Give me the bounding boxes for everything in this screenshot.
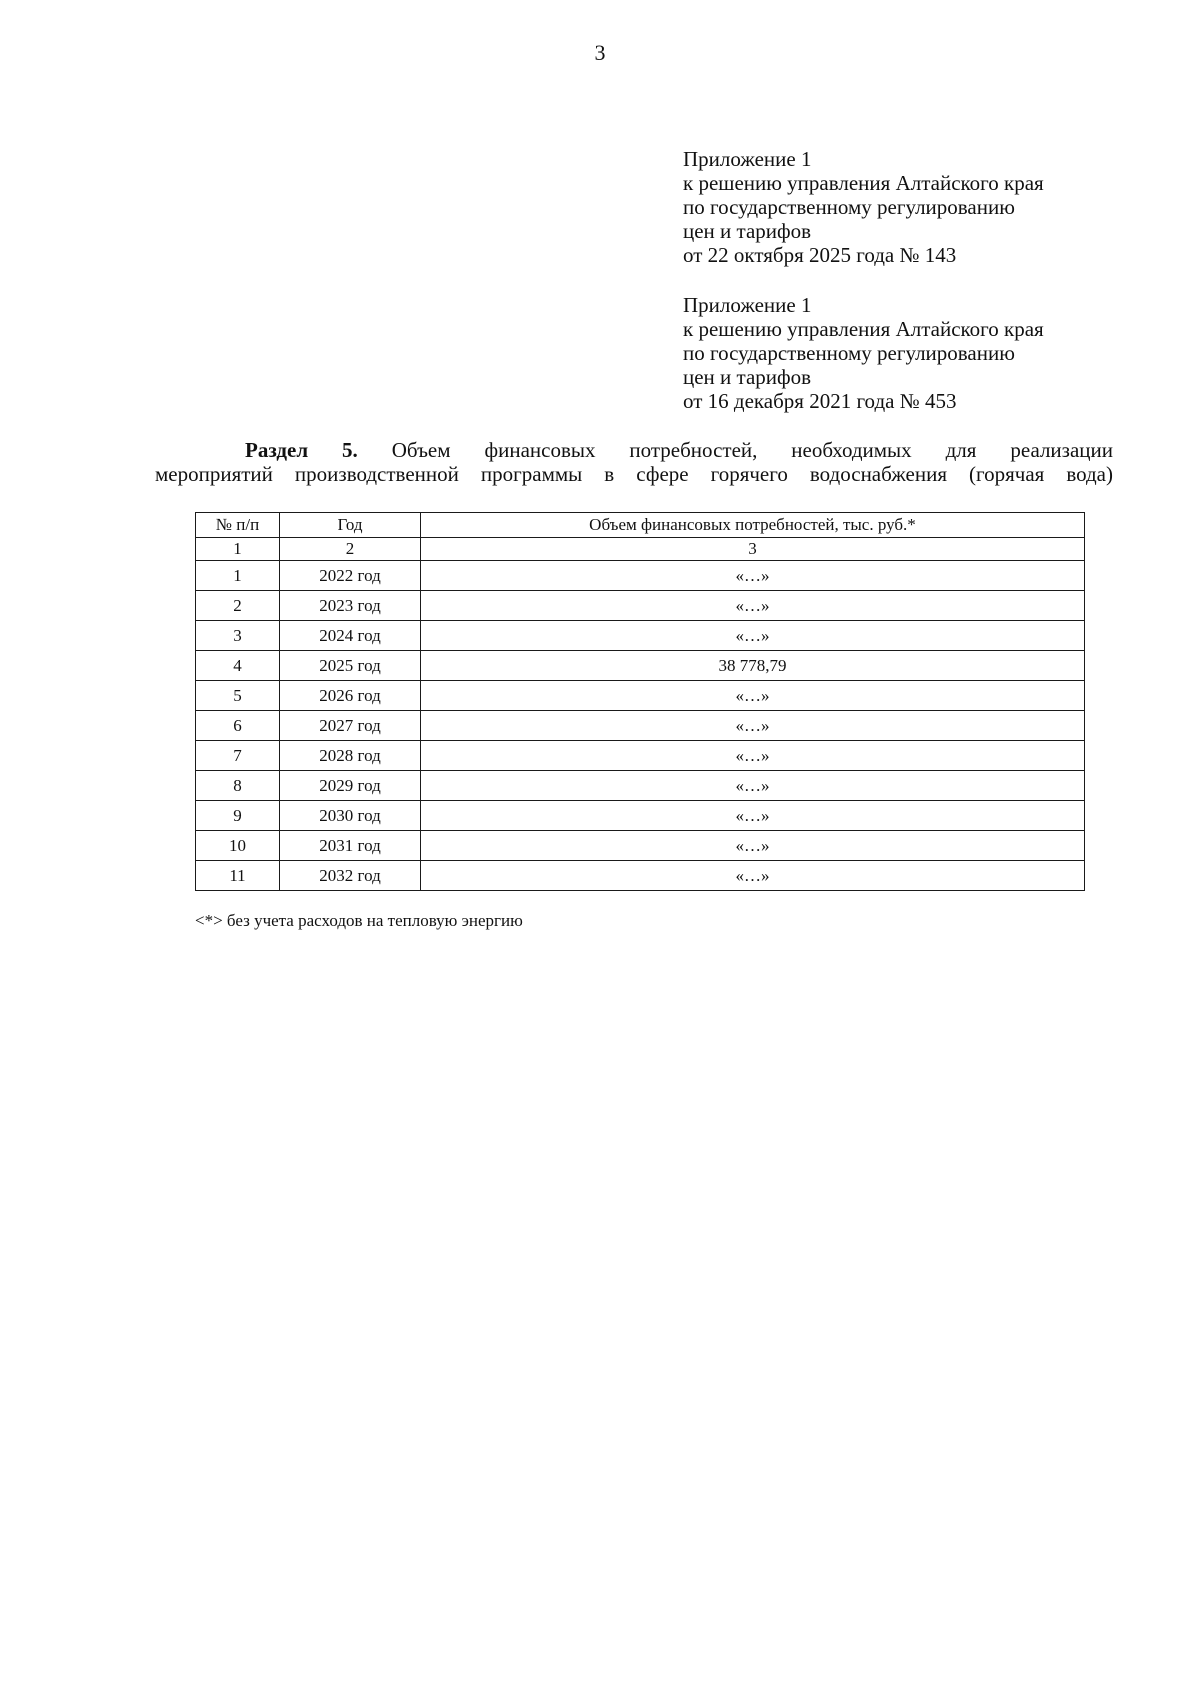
row-year-cell: 2032 год (280, 861, 421, 891)
row-value-cell: «…» (421, 741, 1085, 771)
row-value-cell: «…» (421, 861, 1085, 891)
column-number: 1 (196, 538, 280, 561)
appendix-line: от 16 декабря 2021 года № 453 (683, 389, 957, 413)
row-number-cell: 7 (196, 741, 280, 771)
table-row (196, 591, 1085, 621)
section-heading (155, 438, 1113, 486)
row-value-cell: «…» (421, 561, 1085, 591)
row-year-cell: 2029 год (280, 771, 421, 801)
section-title-part2: мероприятий производственной программы в сфере горячего водоснабжения (горячая вода) (155, 462, 1113, 486)
appendix-line: к решению управления Алтайского края (683, 171, 1044, 195)
header-number: № п/п (196, 513, 280, 538)
row-value-cell: «…» (421, 711, 1085, 741)
footnote: <*> без учета расходов на тепловую энергию (195, 911, 523, 930)
row-value-cell: «…» (421, 681, 1085, 711)
column-number-row (196, 538, 1085, 561)
row-number-cell: 6 (196, 711, 280, 741)
appendix-line: от 22 октября 2025 года № 143 (683, 243, 957, 267)
row-year-cell: 2031 год (280, 831, 421, 861)
table-row (196, 771, 1085, 801)
header-year: Год (280, 513, 421, 538)
row-year-cell: 2022 год (280, 561, 421, 591)
row-year-cell: 2025 год (280, 651, 421, 681)
appendix-line: по государственному регулированию (683, 195, 1015, 219)
appendix-line: к решению управления Алтайского края (683, 317, 1044, 341)
row-value-cell: «…» (421, 621, 1085, 651)
row-number-cell: 1 (196, 561, 280, 591)
row-number-cell: 5 (196, 681, 280, 711)
row-year-cell: 2030 год (280, 801, 421, 831)
row-year-cell: 2026 год (280, 681, 421, 711)
row-year-cell: 2028 год (280, 741, 421, 771)
header-volume: Объем финансовых потребностей, тыс. руб.* (421, 513, 1085, 538)
financial-needs-table (195, 512, 1085, 891)
appendix-line: цен и тарифов (683, 219, 812, 243)
table-row (196, 801, 1085, 831)
column-number: 3 (421, 538, 1085, 561)
row-year-cell: 2023 год (280, 591, 421, 621)
appendix-line: цен и тарифов (683, 365, 812, 389)
appendix-line: Приложение 1 (683, 293, 812, 317)
appendix-line: по государственному регулированию (683, 341, 1015, 365)
table-row (196, 741, 1085, 771)
row-value-cell: «…» (421, 771, 1085, 801)
row-year-cell: 2024 год (280, 621, 421, 651)
row-number-cell: 11 (196, 861, 280, 891)
row-number-cell: 10 (196, 831, 280, 861)
column-number: 2 (280, 538, 421, 561)
section-label: Раздел 5. (245, 438, 358, 462)
row-number-cell: 3 (196, 621, 280, 651)
row-value-cell: «…» (421, 801, 1085, 831)
row-value-cell: «…» (421, 591, 1085, 621)
table-row (196, 561, 1085, 591)
row-number-cell: 9 (196, 801, 280, 831)
table-header-row (196, 513, 1085, 538)
appendix-block-new (683, 147, 1163, 267)
section-heading-line1 (155, 438, 1113, 462)
table-row (196, 831, 1085, 861)
table-row (196, 621, 1085, 651)
row-value-cell: 38 778,79 (421, 651, 1085, 681)
row-number-cell: 4 (196, 651, 280, 681)
table-row (196, 861, 1085, 891)
row-number-cell: 8 (196, 771, 280, 801)
appendix-block-old (683, 293, 1163, 413)
row-value-cell: «…» (421, 831, 1085, 861)
table-row (196, 711, 1085, 741)
row-year-cell: 2027 год (280, 711, 421, 741)
table-row (196, 651, 1085, 681)
section-title-part1: Объем финансовых потребностей, необходимых для реализации (391, 438, 1113, 462)
page-number: 3 (594, 40, 606, 65)
table-row (196, 681, 1085, 711)
row-number-cell: 2 (196, 591, 280, 621)
appendix-line: Приложение 1 (683, 147, 812, 171)
